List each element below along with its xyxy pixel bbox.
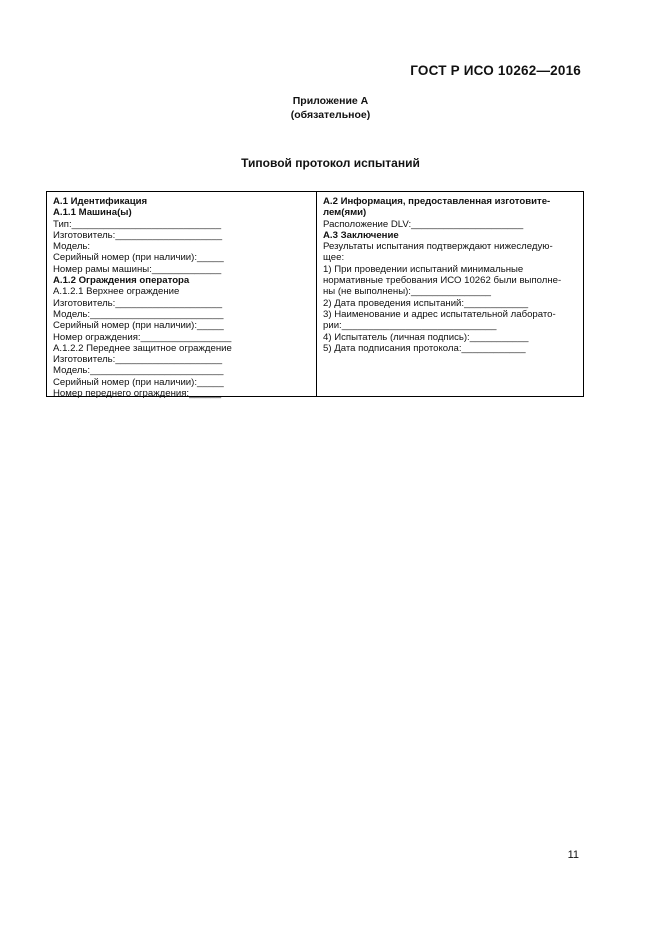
conclusion-intro-cont: щее: — [323, 252, 345, 264]
conclusion-item-2-field: 2) Дата проведения испытаний:____________ — [323, 297, 529, 309]
top-guard-serial-field: Серийный номер (при наличии):_____ — [53, 320, 224, 332]
machine-serial-field: Серийный номер (при наличии):_____ — [53, 252, 224, 264]
appendix-status: (обязательное) — [290, 109, 371, 121]
top-guard-subheading: А.1.2.1 Верхнее ограждение — [53, 286, 180, 298]
machine-model-field: Модель: — [53, 241, 91, 253]
page-number: 11 — [567, 849, 579, 861]
conclusion-item-1-cont: нормативные требования ИСО 10262 были выполне- — [323, 275, 562, 287]
front-guard-serial-field: Серийный номер (при наличии):_____ — [53, 376, 224, 388]
conclusion-item-1-field: ны (не выполнены):_______________ — [323, 286, 491, 298]
conclusion-item-3-field: рии:_____________________________ — [323, 320, 497, 332]
conclusion-item-4-field: 4) Испытатель (личная подпись):___________ — [323, 331, 529, 343]
conclusion-item-5-field: 5) Дата подписания протокола:____________ — [323, 342, 526, 354]
appendix-heading — [0, 94, 661, 122]
machine-type-field: Тип:____________________________ — [53, 218, 222, 230]
manufacturer-info-heading-cont: лем(ями) — [323, 207, 367, 219]
dlv-location-field: Расположение DLV:_____________________ — [323, 218, 524, 230]
standard-header: ГОСТ Р ИСО 10262—2016 — [410, 63, 581, 78]
top-guard-number-field: Номер ограждения:_________________ — [53, 331, 232, 343]
machine-heading: А.1.1 Машина(ы) — [53, 207, 132, 219]
top-guard-model-field: Модель:_________________________ — [53, 308, 224, 320]
machine-frame-number-field: Номер рамы машины:_____________ — [53, 263, 222, 275]
protocol-table — [46, 191, 584, 400]
front-guard-number-field: Номер переднего ограждения:______ — [53, 388, 222, 400]
operator-guards-heading: А.1.2 Ограждения оператора — [53, 275, 190, 287]
appendix-title: Приложение А — [292, 95, 369, 107]
conclusion-item-1: 1) При проведении испытаний минимальные — [323, 263, 524, 275]
front-guard-subheading: А.1.2.2 Переднее защитное ограждение — [53, 342, 232, 354]
conclusion-intro: Результаты испытания подтверждают нижеследую- — [323, 241, 553, 253]
top-guard-manufacturer-field: Изготовитель:____________________ — [53, 297, 223, 309]
protocol-left-column — [47, 192, 317, 400]
front-guard-manufacturer-field: Изготовитель:____________________ — [53, 354, 223, 366]
manufacturer-info-heading: А.2 Информация, предоставленная изготовите- — [323, 196, 551, 207]
document-title: Типовой протокол испытаний — [241, 156, 420, 170]
section-identification-heading: А.1 Идентификация — [53, 196, 148, 207]
conclusion-heading: А.3 Заключение — [323, 229, 399, 241]
front-guard-model-field: Модель:_________________________ — [53, 365, 224, 377]
machine-manufacturer-field: Изготовитель:____________________ — [53, 229, 223, 241]
protocol-right-column — [317, 192, 583, 396]
conclusion-item-3: 3) Наименование и адрес испытательной лаборато- — [323, 308, 556, 320]
